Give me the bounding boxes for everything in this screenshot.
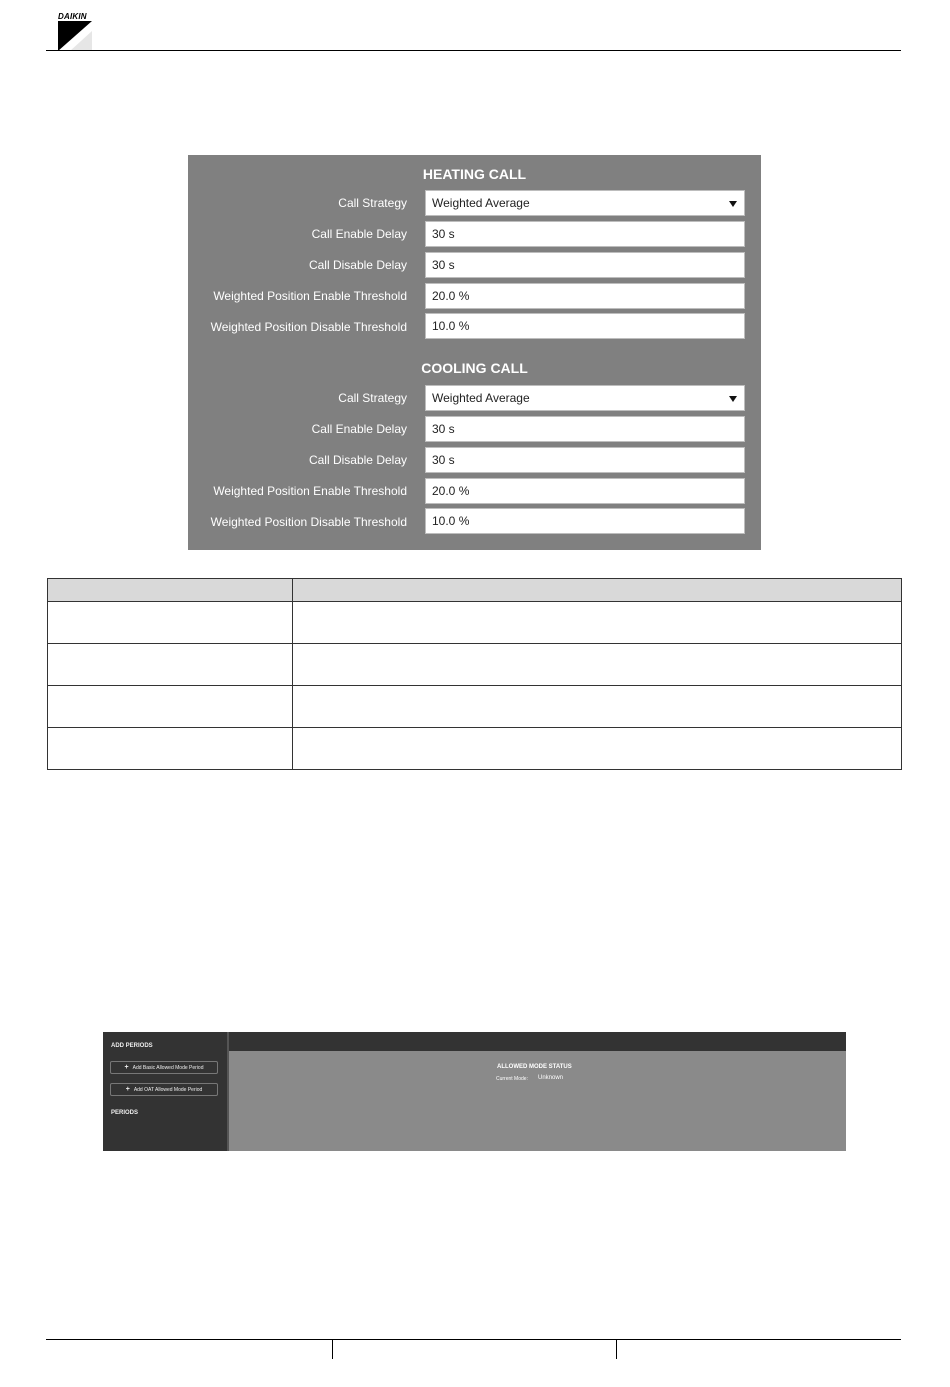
cooling-call-enable-delay-input[interactable]: 30 s [425, 416, 745, 442]
table-cell [48, 602, 293, 644]
cooling-call-enable-delay-label: Call Enable Delay [311, 422, 407, 436]
cooling-call-strategy-select[interactable]: Weighted Average [425, 385, 745, 411]
mode-sidebar [103, 1032, 227, 1151]
heating-call-strategy-select[interactable]: Weighted Average [425, 190, 745, 216]
heating-call-disable-delay-label: Call Disable Delay [308, 258, 407, 272]
parameter-table [47, 578, 902, 770]
table-header-cell [48, 579, 293, 602]
current-mode-label: Current Mode: [496, 1076, 528, 1082]
add-basic-period-label: Add Basic Allowed Mode Period [132, 1065, 204, 1071]
call-settings-panel [188, 155, 761, 550]
table-cell [48, 686, 293, 728]
allowed-mode-screen [103, 1032, 846, 1151]
header-rule [46, 50, 901, 51]
table-cell [293, 686, 902, 728]
heating-call-disable-delay-input[interactable]: 30 s [425, 252, 745, 278]
table-row [48, 686, 902, 728]
plus-icon: + [125, 1086, 130, 1093]
logo-wordmark: DAIKIN [58, 12, 87, 21]
cooling-call-strategy-label: Call Strategy [338, 391, 407, 405]
heating-call-enable-delay-label: Call Enable Delay [311, 227, 407, 241]
cooling-call-disable-delay-label: Call Disable Delay [308, 453, 407, 467]
heating-call-strategy-label: Call Strategy [338, 196, 407, 210]
heating-call-title: HEATING CALL [422, 166, 527, 182]
table-cell [48, 644, 293, 686]
daikin-logo [58, 12, 92, 50]
current-mode-value: Unknown [538, 1075, 564, 1081]
allowed-mode-status-title: ALLOWED MODE STATUS [497, 1064, 572, 1070]
cooling-enable-threshold-label: Weighted Position Enable Threshold [213, 484, 407, 498]
heating-disable-threshold-input[interactable]: 10.0 % [425, 313, 745, 339]
plus-icon: + [124, 1064, 129, 1071]
footer-rule [46, 1339, 901, 1340]
table-cell [48, 728, 293, 770]
footer-divider [616, 1339, 617, 1359]
add-periods-heading: ADD PERIODS [111, 1043, 153, 1049]
heating-enable-threshold-input[interactable]: 20.0 % [425, 283, 745, 309]
cooling-disable-threshold-input[interactable]: 10.0 % [425, 508, 745, 534]
add-basic-period-button[interactable] [110, 1061, 218, 1074]
table-cell [293, 644, 902, 686]
mode-topbar [229, 1032, 846, 1051]
cooling-enable-threshold-input[interactable]: 20.0 % [425, 478, 745, 504]
table-row [48, 728, 902, 770]
add-oat-period-label: Add OAT Allowed Mode Period [133, 1087, 203, 1093]
table-row [48, 602, 902, 644]
heating-call-enable-delay-input[interactable]: 30 s [425, 221, 745, 247]
footer-divider [332, 1339, 333, 1359]
cooling-call-title: COOLING CALL [421, 360, 528, 376]
table-header-row [48, 579, 902, 602]
cooling-disable-threshold-label: Weighted Position Disable Threshold [210, 515, 407, 529]
table-cell [293, 602, 902, 644]
logo-triangle-icon [58, 21, 92, 51]
cooling-call-disable-delay-input[interactable]: 30 s [425, 447, 745, 473]
table-header-cell [293, 579, 902, 602]
add-oat-period-button[interactable] [110, 1083, 218, 1096]
heating-enable-threshold-label: Weighted Position Enable Threshold [213, 289, 407, 303]
periods-heading: PERIODS [111, 1110, 139, 1116]
heating-disable-threshold-label: Weighted Position Disable Threshold [210, 320, 407, 334]
table-cell [293, 728, 902, 770]
table-row [48, 644, 902, 686]
